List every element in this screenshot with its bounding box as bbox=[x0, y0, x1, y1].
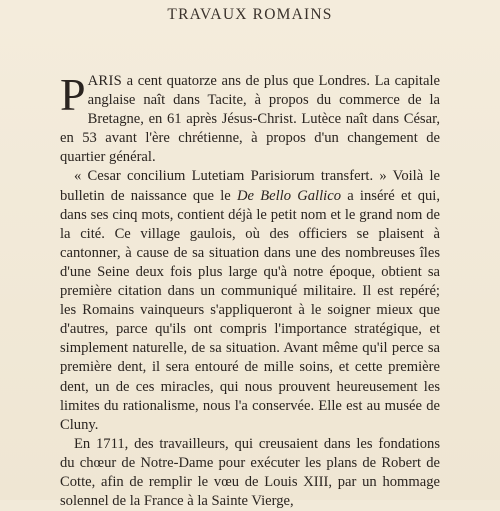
body-text bbox=[60, 69, 441, 511]
drop-cap: P bbox=[60, 69, 86, 120]
small-caps-lead: ARIS bbox=[87, 73, 123, 89]
latin-quote: « Cesar concilium Lutetiam Parisiorum transfert. » bbox=[74, 168, 387, 185]
paragraph-3-text: En 1711, des travailleurs, qui creusaient dans les fondations du chœur de Notre-Dame pour exécuter les plans de Robert de Cotte, afin de remplir le vœu de Louis XIII, par un hommage solennel de la France à la Sainte Vierge, bbox=[60, 435, 440, 510]
paragraph-2-text-a: Voilà le bulletin de naissance que le bbox=[60, 168, 440, 204]
book-title-italic: De Bello Gallico bbox=[236, 187, 341, 204]
paragraph-2 bbox=[60, 167, 440, 434]
running-head: TRAVAUX ROMAINS bbox=[167, 6, 333, 23]
paragraph-1-text: a cent quatorze ans de plus que Londres. La capitale anglaise naît dans Tacite, à propos du commerce de la Bretagne, en 61 après Jésus-Christ. Lutèce naît dans César, en 53 avant l'ère chrétienne, à propos d'un changement de quartier général. bbox=[60, 73, 440, 166]
paragraph-2-text-b: a inséré et qui, dans ses cinq mots, contient déjà le petit nom et le grand nom de la cité. Ce village gaulois, où des officiers se plaisent à cantonner, à cause de sa situation dans une des nombreuses îles d'une Seine deux fois plus large qu'à notre époque, obtient sa première citation dans un communiqué militaire. Il est repéré; les Romains vainqueurs s'appliqueront à le soigner mieux que d'autres, parce qu'ils ont compris l'importance stratégique, et simplement naturelle, de sa situation. Avant même qu'il perce sa première dent, il sera entouré de mille soins, et cette première dent, un de ces miracles, qui nous prouvent heureusement les limites du rationalisme, nous l'a conservée. Elle est au musée de Cluny. bbox=[60, 187, 441, 433]
paragraph-1 bbox=[60, 69, 440, 167]
